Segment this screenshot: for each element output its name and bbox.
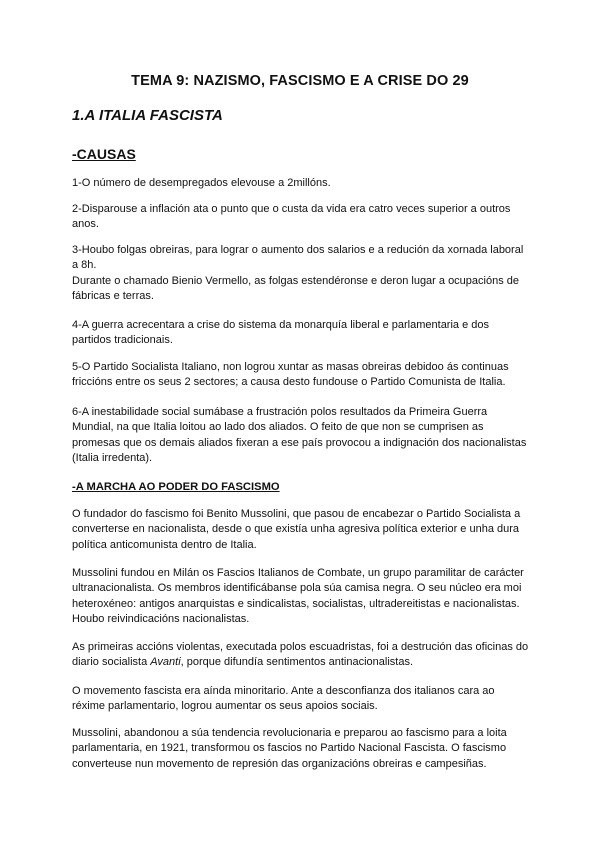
paragraph-cause-3 [72,243,530,304]
paragraph-march-5: Mussolini, abandonou a súa tendencia revolucionaria e preparou ao fascismo para a loita parlamentaria, en 1921, transformou os fascios no Partido Nacional Fascista. O fascismo converteuse nun movemento de represión das organizacións obreiras e campesiñas. [72,727,507,770]
paragraph-cause-4: 4-A guerra acrecentara a crise do sistema da monarquía liberal e parlamentaria e dos partidos tradicionais. [72,319,490,347]
paragraph-march-4: O movemento fascista era aínda minoritario. Ante a desconfianza dos italianos cara ao réxime parlamentario, logrou aumentar os seus apoios sociais. [72,685,495,713]
subheading-causas: -CAUSAS [72,146,136,162]
page-title: TEMA 9: NAZISMO, FASCISMO E A CRISE DO 29 [131,73,469,89]
paragraph-cause-2: 2-Disparouse a inflación ata o punto que o custa da vida era catro veces superior a outros anos. [72,203,511,231]
subheading-marcha-ao-poder: -A MARCHA AO PODER DO FASCISMO [72,481,280,493]
paragraph-cause-1: 1-O número de desempregados elevouse a 2millóns. [72,177,331,189]
paragraph-cause-3-line-b: Durante o chamado Bienio Vermello, as folgas estendéronse e deron lugar a ocupacións de fábricas e terras. [72,274,520,302]
paragraph-march-3-text-after: , porque difundía sentimentos antinacionalistas. [180,656,414,669]
section-heading-italia-fascista: 1.A ITALIA FASCISTA [72,107,223,124]
paragraph-march-2: Mussolini fundou en Milán os Fascios Italianos de Combate, un grupo paramilitar de carácter ultranacionalista. Os membros identificábanse pola súa camisa negra. O seu núcleo era moi heteroxéneo: antigos anarquistas e sindicalistas, socialistas, ultradereitistas e nacionalistas. Houbo reivindicacións nacionalistas. [72,567,524,625]
newspaper-name-avanti: Avanti [150,656,181,669]
paragraph-cause-6: 6-A inestabilidade social sumábase a frustración polos resultados da Primeira Guerra Mundial, na que Italia loitou ao lado dos aliados. O feito de que non se cumprisen as promesas que os demais aliados fixeran a ese país provocou a indignación dos nacionalistas (Italia irredenta). [72,406,527,464]
paragraph-cause-5: 5-O Partido Socialista Italiano, non logrou xuntar as masas obreiras debidoo ás continuas friccións entre os seus 2 sectores; a causa desto fundouse o Partido Comunista de Italia. [72,361,509,389]
paragraph-march-3-text-before: As primeiras accións violentas, executada polos escuadristas, foi a destrución das oficinas do diario socialista [72,641,529,669]
paragraph-march-1: O fundador do fascismo foi Benito Mussolini, que pasou de encabezar o Partido Socialista a converterse en nacionalista, desde o que existía unha agresiva política exterior e unha dura política anticomunista dentro de Italia. [72,508,521,551]
paragraph-march-3 [72,640,530,671]
paragraph-cause-3-line-a: 3-Houbo folgas obreiras, para lograr o aumento dos salarios e a redución da xornada laboral a 8h. [72,244,524,272]
